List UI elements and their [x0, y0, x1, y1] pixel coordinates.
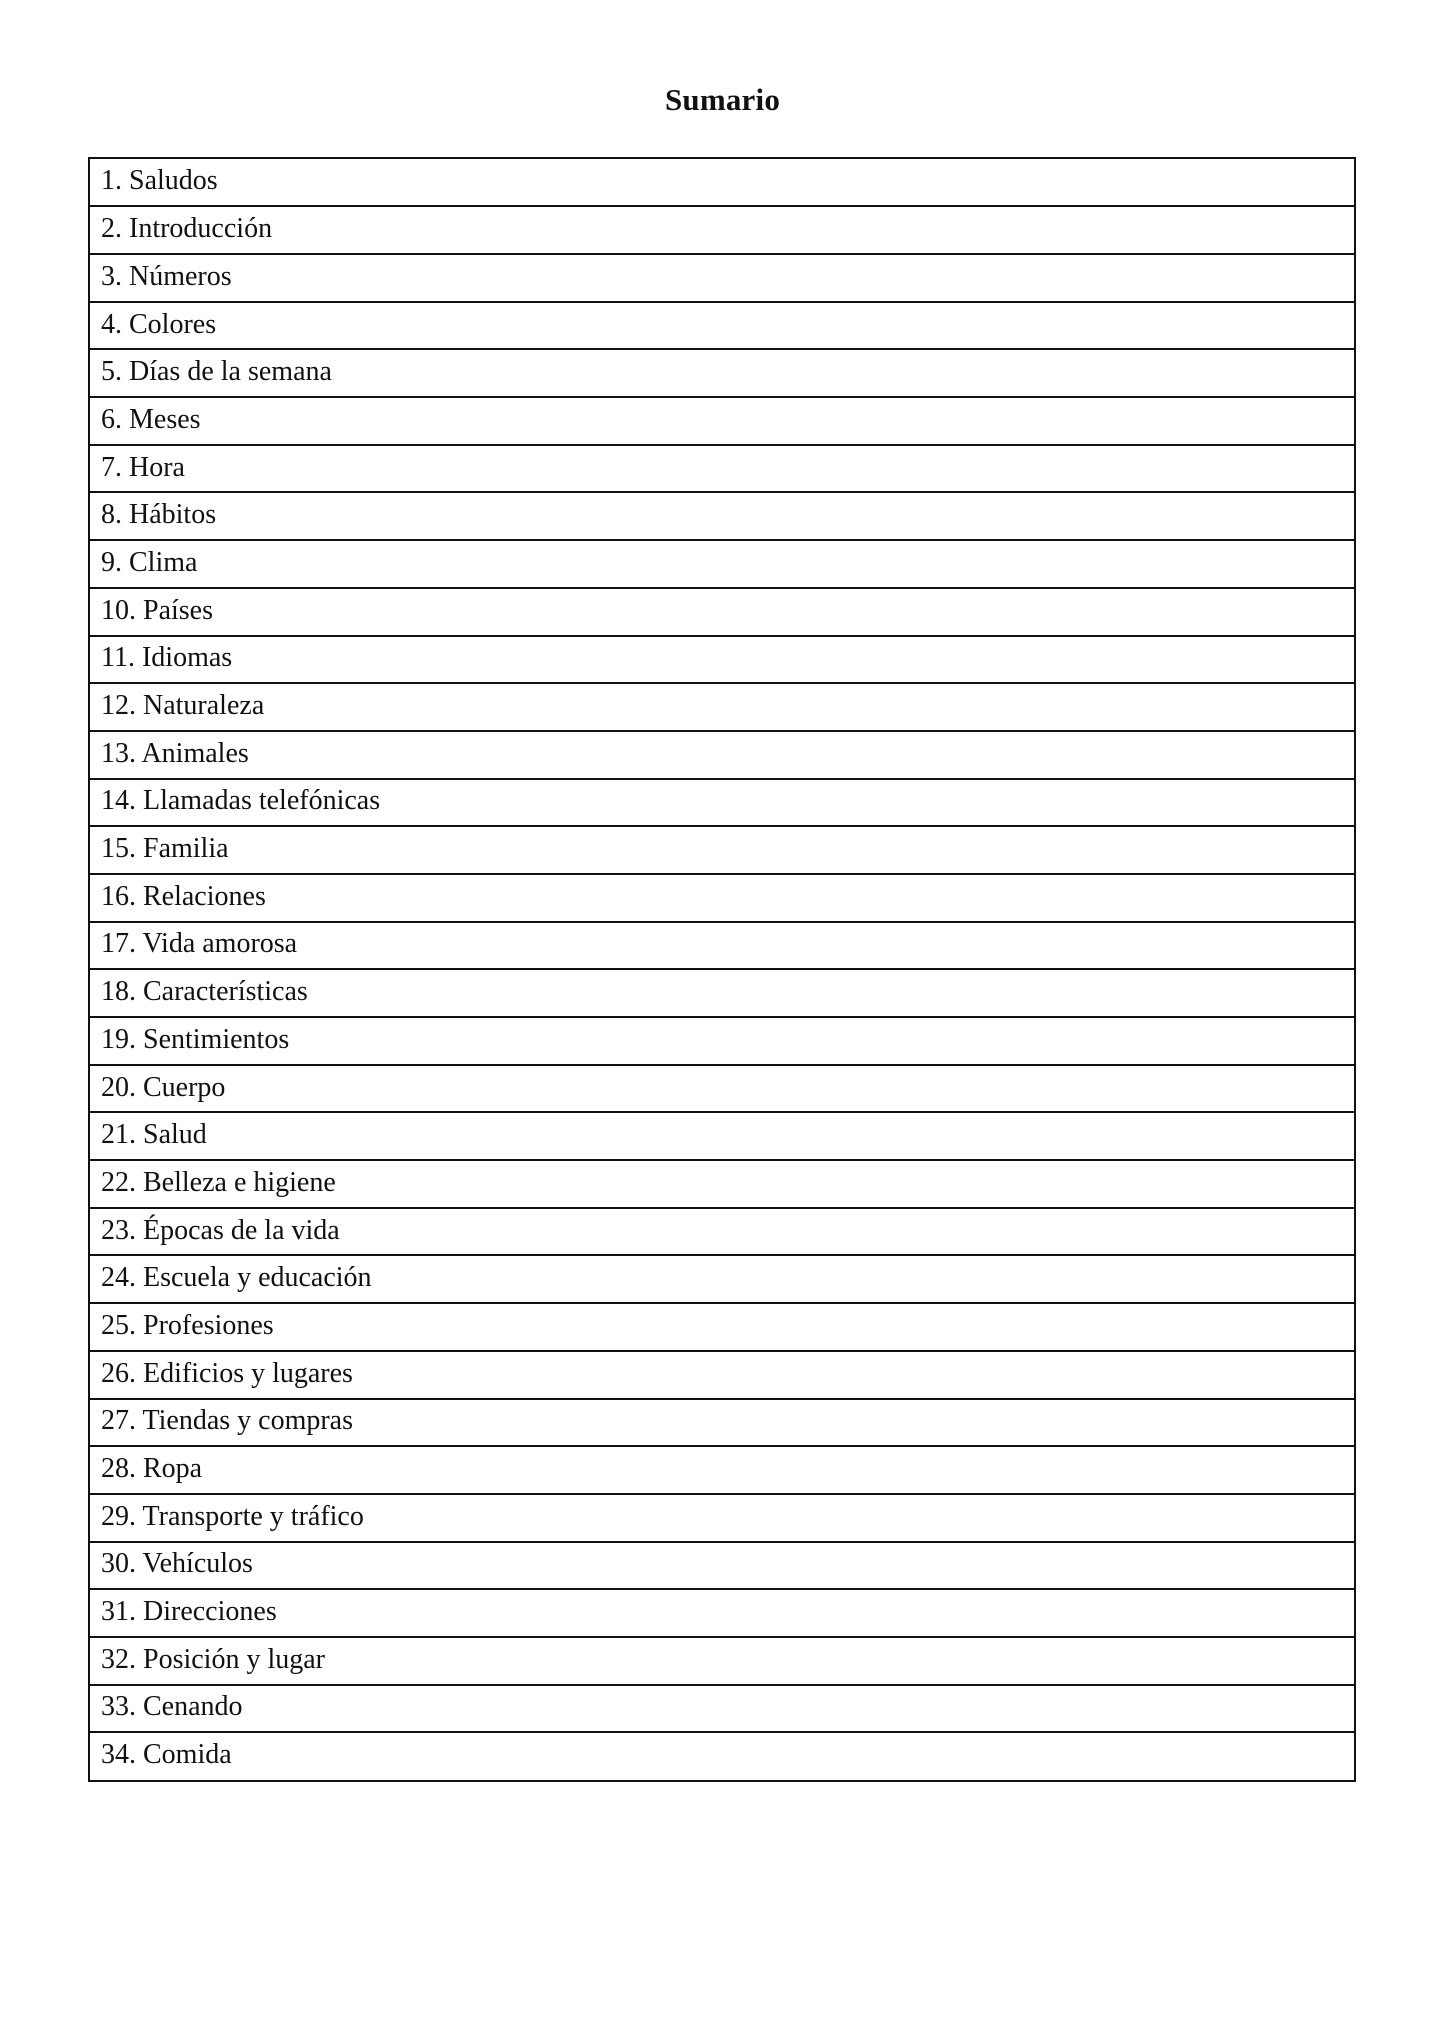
table-row: [90, 1731, 1354, 1779]
toc-entry-label: 13. Animales: [101, 737, 249, 769]
toc-entry-label: 29. Transporte y tráfico: [101, 1500, 364, 1532]
toc-entry-label: 5. Días de la semana: [101, 356, 332, 388]
toc-entry-label: 34. Comida: [101, 1739, 232, 1771]
table-row: [90, 682, 1354, 730]
toc-entry-label: 3. Números: [101, 260, 232, 292]
table-row: [90, 1111, 1354, 1159]
toc-entry-label: 22. Belleza e higiene: [101, 1166, 336, 1198]
table-row: [90, 778, 1354, 826]
toc-entry-label: 12. Naturaleza: [101, 690, 265, 722]
toc-entry-label: 17. Vida amorosa: [101, 928, 298, 960]
table-row: [90, 1302, 1354, 1350]
toc-entry-label: 8. Hábitos: [101, 499, 217, 531]
toc-entry-label: 7. Hora: [101, 451, 185, 483]
table-row: [90, 1445, 1354, 1493]
toc-entry-label: 28. Ropa: [101, 1453, 203, 1485]
table-row: [90, 253, 1354, 301]
table-row: [90, 1398, 1354, 1446]
table-row: [90, 301, 1354, 349]
table-row: [90, 730, 1354, 778]
toc-entry-label: 1. Saludos: [101, 165, 218, 197]
toc-entry-label: 26. Edificios y lugares: [101, 1357, 353, 1389]
table-row: [90, 1350, 1354, 1398]
table-row: [90, 1493, 1354, 1541]
table-row: [90, 205, 1354, 253]
table-row: [90, 491, 1354, 539]
toc-entry-label: 2. Introducción: [101, 213, 273, 245]
toc-entry-label: 20. Cuerpo: [101, 1071, 226, 1103]
table-row: [90, 1207, 1354, 1255]
toc-entry-label: 15. Familia: [101, 833, 229, 865]
summary-table: [88, 157, 1356, 1782]
toc-entry-label: 23. Épocas de la vida: [101, 1214, 340, 1246]
toc-entry-label: 25. Profesiones: [101, 1309, 274, 1341]
toc-entry-label: 32. Posición y lugar: [101, 1643, 325, 1675]
table-row: [90, 396, 1354, 444]
table-row: [90, 1016, 1354, 1064]
toc-entry-label: 9. Clima: [101, 546, 198, 578]
toc-entry-label: 10. Países: [101, 594, 213, 626]
toc-entry-label: 18. Características: [101, 976, 308, 1008]
table-row: [90, 539, 1354, 587]
toc-entry-label: 33. Cenando: [101, 1691, 243, 1723]
table-row: [90, 587, 1354, 635]
toc-entry-label: 19. Sentimientos: [101, 1023, 290, 1055]
toc-entry-label: 24. Escuela y educación: [101, 1262, 372, 1294]
table-row: [90, 825, 1354, 873]
table-row: [90, 1064, 1354, 1112]
toc-entry-label: 30. Vehículos: [101, 1548, 253, 1580]
table-row: [90, 1636, 1354, 1684]
toc-entry-label: 21. Salud: [101, 1119, 207, 1151]
toc-entry-label: 4. Colores: [101, 308, 217, 340]
table-row: [90, 921, 1354, 969]
table-row: [90, 968, 1354, 1016]
table-row: [90, 160, 1354, 206]
toc-entry-label: 27. Tiendas y compras: [101, 1405, 353, 1437]
toc-entry-label: 11. Idiomas: [101, 642, 233, 674]
table-row: [90, 1159, 1354, 1207]
page-title: Sumario: [664, 82, 781, 117]
table-row: [90, 444, 1354, 492]
table-row: [90, 873, 1354, 921]
table-row: [90, 1541, 1354, 1589]
table-row: [90, 1684, 1354, 1732]
table-row: [90, 1254, 1354, 1302]
table-row: [90, 635, 1354, 683]
toc-entry-label: 31. Direcciones: [101, 1596, 277, 1628]
toc-entry-label: 14. Llamadas telefónicas: [101, 785, 381, 817]
toc-entry-label: 16. Relaciones: [101, 880, 266, 912]
table-row: [90, 1588, 1354, 1636]
toc-entry-label: 6. Meses: [101, 403, 201, 435]
table-row: [90, 348, 1354, 396]
